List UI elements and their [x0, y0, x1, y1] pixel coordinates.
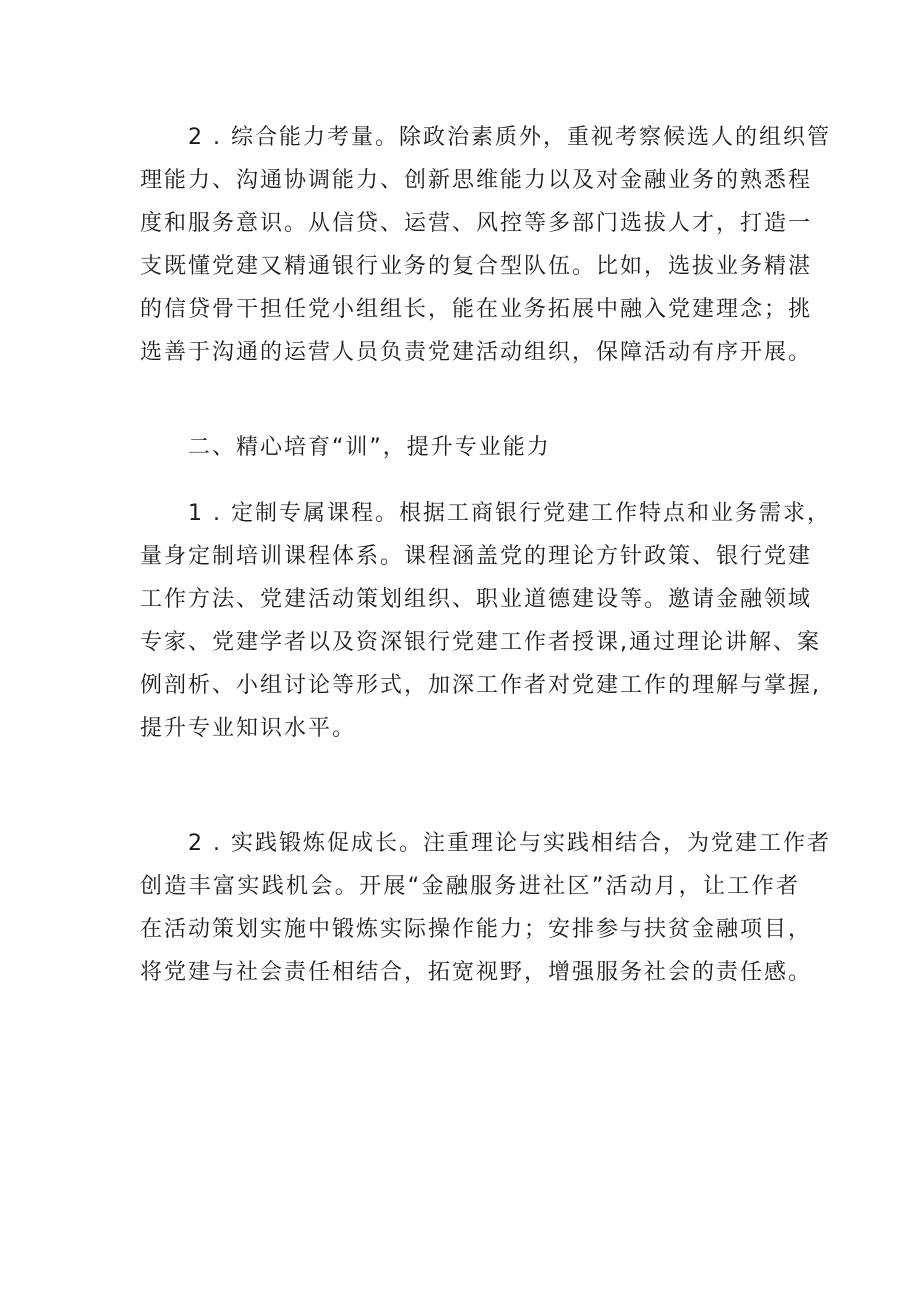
text-line: 选善于沟通的运营人员负责党建活动组织，保障活动有序开展。 [140, 340, 813, 365]
paragraph-comprehensive-ability [140, 116, 831, 374]
text-line: 2 . 实践锻炼促成长。注重理论与实践相结合，为党建工作者 [188, 831, 831, 856]
section-heading: 二、精心培育“训”，提升专业能力 [188, 435, 551, 460]
text-line: 工作方法、党建活动策划组织、职业道德建设等。邀请金融领域 [140, 587, 813, 612]
text-line: 例剖析、小组讨论等形式，加深工作者对党建工作的理解与掌握, [140, 673, 821, 698]
paragraph-custom-courses [140, 492, 831, 750]
text-line: 量身定制培训课程体系。课程涵盖党的理论方针政策、银行党建 [140, 544, 813, 569]
text-line: 的信贷骨干担任党小组组长，能在业务拓展中融入党建理念；挑 [140, 297, 813, 322]
text-line: 将党建与社会责任相结合，拓宽视野，增强服务社会的责任感。 [140, 960, 813, 985]
section-heading-training [140, 426, 800, 469]
text-line: 提升专业知识水平。 [140, 716, 357, 741]
paragraph-practice-growth [140, 822, 831, 994]
text-line: 创造丰富实践机会。开展“金融服务进社区”活动月，让工作者 [140, 874, 800, 899]
text-line: 2 . 综合能力考量。除政治素质外，重视考察候选人的组织管 [188, 125, 831, 150]
text-line: 支既懂党建又精通银行业务的复合型队伍。比如，选拔业务精湛 [140, 254, 813, 279]
text-line: 1 . 定制专属课程。根据工商银行党建工作特点和业务需求， [188, 501, 831, 526]
text-line: 理能力、沟通协调能力、创新思维能力以及对金融业务的熟悉程 [140, 168, 813, 193]
text-line: 在活动策划实施中锻炼实际操作能力；安排参与扶贫金融项目， [140, 917, 813, 942]
text-line: 度和服务意识。从信贷、运营、风控等多部门选拔人才，打造一 [140, 211, 813, 236]
text-line: 专家、党建学者以及资深银行党建工作者授课,通过理论讲解、案 [140, 630, 821, 655]
